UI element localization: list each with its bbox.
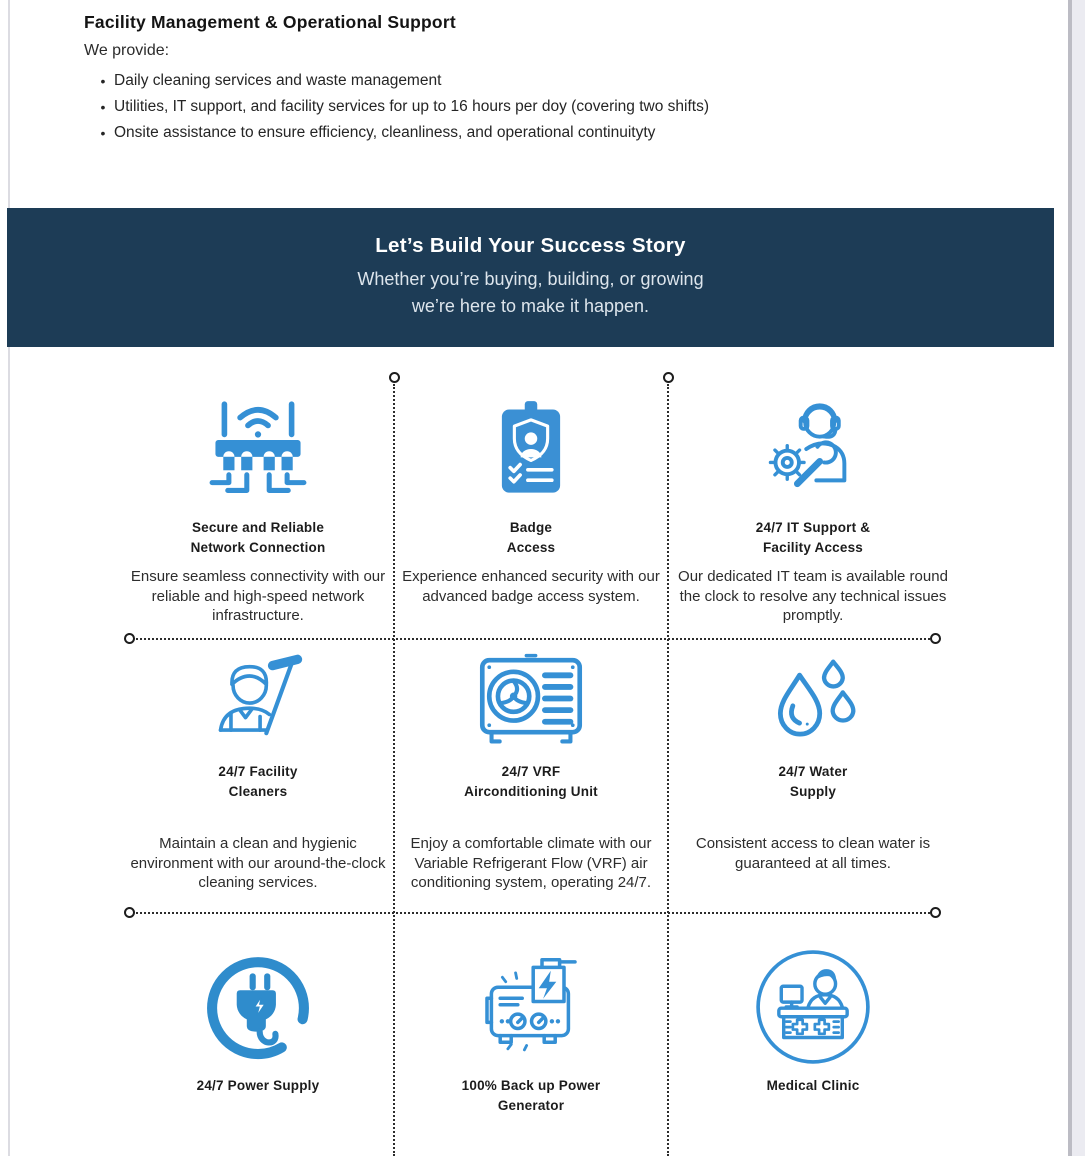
feature-vrf-airconditioning bbox=[402, 650, 660, 893]
facility-management-section bbox=[84, 12, 984, 146]
banner-title: Let’s Build Your Success Story bbox=[375, 234, 686, 257]
feature-power-supply bbox=[122, 948, 394, 1105]
section-title: Facility Management & Operational Support bbox=[84, 12, 456, 32]
banner-subtitle-line2: we’re here to make it happen. bbox=[411, 296, 650, 316]
feature-title: Secure and Reliable Network Connection bbox=[190, 520, 326, 555]
medical-clinic-icon bbox=[752, 948, 874, 1066]
divider-node-icon bbox=[930, 907, 941, 918]
divider-node-icon bbox=[124, 633, 135, 644]
feature-title: 24/7 Power Supply bbox=[196, 1078, 320, 1093]
feature-description: Our dedicated IT team is available round the clock to resolve any technical issues promptly. bbox=[678, 568, 948, 624]
banner-subtitle-line1: Whether you’re buying, building, or growing bbox=[357, 269, 704, 289]
feature-description: Consistent access to clean water is guaranteed at all times. bbox=[695, 835, 931, 872]
success-story-banner bbox=[7, 208, 1054, 347]
feature-title: 24/7 VRF Airconditioning Unit bbox=[464, 764, 598, 799]
divider-node-icon bbox=[124, 907, 135, 918]
feature-it-support bbox=[678, 390, 948, 626]
vrf-aircon-icon bbox=[465, 650, 597, 754]
backup-generator-icon bbox=[467, 948, 595, 1066]
horizontal-dotted-divider bbox=[136, 638, 930, 640]
list-item-text: Utilities, IT support, and facility services for up to 16 hours per doy (covering two shifts) bbox=[114, 98, 709, 115]
feature-description: Experience enhanced security with our advanced badge access system. bbox=[402, 568, 660, 605]
feature-description: Maintain a clean and hygienic environment with our around-the-clock cleaning services. bbox=[130, 835, 386, 891]
divider-node-icon bbox=[663, 372, 674, 383]
vertical-dotted-divider bbox=[667, 384, 669, 1156]
feature-water-supply bbox=[678, 650, 948, 873]
power-plug-icon bbox=[202, 948, 314, 1066]
list-item-text: Onsite assistance to ensure efficiency, cleanliness, and operational continuityty bbox=[114, 124, 656, 141]
feature-title: 100% Back up Power Generator bbox=[461, 1078, 601, 1113]
feature-badge-access bbox=[402, 390, 660, 606]
feature-title: Badge Access bbox=[506, 520, 556, 555]
feature-description: Enjoy a comfortable climate with our Variable Refrigerant Flow (VRF) air conditioning system, operating 24/7. bbox=[410, 835, 652, 891]
bullet-icon: • bbox=[100, 125, 106, 141]
services-list bbox=[84, 68, 984, 146]
list-item bbox=[84, 94, 984, 120]
network-router-icon bbox=[199, 390, 317, 508]
feature-title: 24/7 Water Supply bbox=[778, 764, 848, 799]
feature-facility-cleaners bbox=[122, 650, 394, 893]
intro-text: We provide: bbox=[84, 42, 170, 59]
list-item bbox=[84, 120, 984, 146]
scrollbar-track[interactable] bbox=[1072, 0, 1085, 1156]
feature-backup-generator bbox=[402, 948, 660, 1125]
horizontal-dotted-divider bbox=[136, 912, 930, 914]
feature-network-connection bbox=[122, 390, 394, 626]
divider-node-icon bbox=[389, 372, 400, 383]
divider-node-icon bbox=[930, 633, 941, 644]
list-item-text: Daily cleaning services and waste management bbox=[114, 72, 442, 89]
page-left-edge bbox=[8, 0, 10, 1156]
bullet-icon: • bbox=[100, 99, 106, 115]
facility-cleaner-icon bbox=[199, 650, 317, 754]
feature-medical-clinic bbox=[678, 948, 948, 1105]
feature-title: 24/7 IT Support & Facility Access bbox=[755, 520, 871, 555]
it-support-headset-icon bbox=[753, 390, 873, 508]
badge-access-icon bbox=[479, 390, 583, 508]
water-drops-icon bbox=[765, 650, 861, 754]
feature-description: Ensure seamless connectivity with our reliable and high-speed network infrastructure. bbox=[130, 568, 386, 624]
bullet-icon: • bbox=[100, 73, 106, 89]
feature-title: 24/7 Facility Cleaners bbox=[218, 764, 298, 799]
feature-title: Medical Clinic bbox=[766, 1078, 860, 1093]
list-item bbox=[84, 68, 984, 94]
